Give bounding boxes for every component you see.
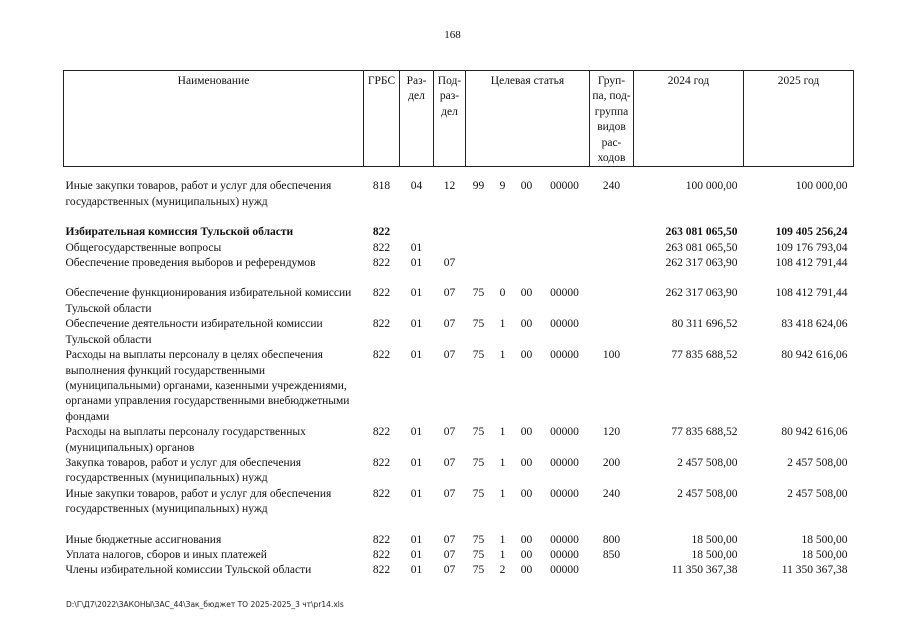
row-name: Иные закупки товаров, работ и услуг для обеспечения государственных (муниципальных) нужд: [65, 487, 332, 516]
row-target-2: [492, 225, 514, 240]
header-year1: 2024 год: [634, 71, 744, 167]
row-target-4: 00000: [550, 487, 579, 500]
budget-table: [63, 70, 854, 579]
row-year2: 100 000,00: [795, 180, 848, 193]
table-row: [64, 225, 854, 240]
row-target-1: 75: [472, 564, 485, 577]
row-razdel: [400, 225, 434, 240]
row-target-3: 00: [520, 548, 533, 561]
row-expense-type: [590, 241, 634, 256]
row-expense-type: 800: [602, 533, 621, 546]
row-year1: 100 000,00: [685, 180, 738, 193]
row-year2: 80 942 616,06: [781, 349, 848, 362]
row-target-2: 1: [499, 548, 506, 561]
table-row: [64, 456, 854, 487]
row-target-2: 1: [499, 318, 506, 331]
row-razdel: 01: [410, 349, 423, 362]
table-header-row: [64, 71, 854, 167]
row-target-2: 9: [499, 180, 506, 193]
row-expense-type: 240: [602, 487, 621, 500]
row-razdel: 01: [410, 287, 423, 300]
row-target-4: [540, 241, 590, 256]
table-row: [64, 286, 854, 317]
row-target-4: 00000: [550, 456, 579, 469]
row-target-1: 75: [472, 287, 485, 300]
row-name: Расходы на выплаты персоналу государственных (муниципальных) органов: [65, 426, 306, 454]
row-razdel: 04: [410, 180, 423, 193]
table-row: [64, 241, 854, 256]
row-grbs: 822: [372, 456, 391, 469]
row-year2: 109 405 256,24: [775, 226, 848, 239]
row-year2: 80 942 616,06: [781, 426, 848, 439]
row-expense-type: [590, 256, 634, 271]
table-row: [64, 487, 854, 518]
row-grbs: 822: [372, 564, 391, 577]
row-year2: 108 412 791,44: [775, 257, 848, 270]
row-podrazdel: 07: [443, 548, 456, 561]
row-year1: 263 081 065,50: [665, 241, 738, 254]
row-target-4: 00000: [550, 426, 579, 439]
table-row: [64, 563, 854, 578]
row-expense-type: 200: [602, 456, 621, 469]
row-razdel: 01: [410, 456, 423, 469]
row-podrazdel: 07: [443, 318, 456, 331]
table-row: [64, 256, 854, 271]
row-expense-type: [590, 563, 634, 578]
row-target-3: 00: [520, 533, 533, 546]
row-razdel: 01: [410, 487, 423, 500]
row-target-1: 75: [472, 349, 485, 362]
row-target-1: 75: [472, 426, 485, 439]
row-name: Закупка товаров, работ и услуг для обеспечения государственных (муниципальных) нужд: [65, 456, 302, 485]
row-year2: 109 176 793,04: [775, 241, 848, 254]
row-target-2: [492, 256, 514, 271]
row-year1: 262 317 063,90: [665, 287, 738, 300]
row-year1: 80 311 696,52: [671, 318, 738, 331]
row-expense-type: [590, 286, 634, 317]
row-target-1: 75: [472, 456, 485, 469]
row-target-2: 1: [499, 533, 506, 546]
row-name: Иные закупки товаров, работ и услуг для обеспечения государственных (муниципальных) нужд: [65, 180, 332, 208]
header-group: Груп-па, под-группа видов рас-ходов: [590, 71, 634, 167]
row-razdel: 01: [410, 533, 423, 546]
row-target-3: [514, 241, 540, 256]
row-razdel: 01: [410, 241, 423, 254]
row-target-1: 75: [472, 548, 485, 561]
row-target-3: 00: [520, 487, 533, 500]
row-target-4: 00000: [550, 180, 579, 193]
header-grbs: ГРБС: [364, 71, 400, 167]
row-grbs: 822: [372, 426, 391, 439]
row-target-4: 00000: [550, 349, 579, 362]
row-target-1: 75: [472, 318, 485, 331]
row-grbs: 822: [372, 226, 391, 239]
row-name: Расходы на выплаты персоналу в целях обеспечения выполнения функций государственными (муниципальными) органами, казенными учреждениями, органами управления государственными внебюджетными фондами: [65, 349, 350, 423]
row-target-3: [514, 256, 540, 271]
row-target-4: 00000: [550, 318, 579, 331]
row-grbs: 822: [372, 257, 391, 270]
row-target-3: 00: [520, 318, 533, 331]
row-grbs: 818: [372, 180, 391, 193]
row-grbs: 822: [372, 349, 391, 362]
row-target-1: [466, 256, 492, 271]
row-name: Обеспечение деятельности избирательной комиссии Тульской области: [65, 318, 323, 346]
table-row: [64, 548, 854, 563]
row-target-2: 2: [499, 564, 506, 577]
header-podrazdel: Под-раз-дел: [434, 71, 466, 167]
row-razdel: 01: [410, 564, 423, 577]
table-row: [64, 348, 854, 425]
row-year1: 11 350 367,38: [671, 564, 738, 577]
row-name: Члены избирательной комиссии Тульской области: [65, 564, 312, 577]
row-year1: 18 500,00: [691, 548, 738, 561]
row-podrazdel: [434, 241, 466, 256]
row-target-4: 00000: [550, 287, 579, 300]
row-year2: 18 500,00: [801, 533, 848, 546]
row-target-2: 1: [499, 487, 506, 500]
row-podrazdel: 07: [443, 456, 456, 469]
row-target-1: [466, 225, 492, 240]
table-row: [64, 179, 854, 210]
row-target-2: 0: [499, 287, 506, 300]
page-number: 168: [444, 29, 461, 41]
row-expense-type: 240: [602, 180, 621, 193]
row-year2: 83 418 624,06: [781, 318, 848, 331]
row-grbs: 822: [372, 487, 391, 500]
row-podrazdel: 07: [443, 564, 456, 577]
row-name: Избирательная комиссия Тульской области: [65, 226, 294, 239]
file-path-footer: D:\Г\Д7\2022\ЗАКОНЫ\ЗАС_44\Зак_бюджет ТО 2025-2025_3 чт\pr14.xls: [66, 600, 344, 609]
row-podrazdel: 07: [443, 487, 456, 500]
row-expense-type: 120: [602, 426, 621, 439]
row-year1: 262 317 063,90: [665, 257, 738, 270]
row-year1: 18 500,00: [691, 533, 738, 546]
row-razdel: 01: [410, 318, 423, 331]
row-grbs: 822: [372, 533, 391, 546]
table-row: [64, 425, 854, 456]
row-target-1: 75: [472, 487, 485, 500]
row-target-4: [540, 256, 590, 271]
row-target-3: 00: [520, 426, 533, 439]
header-year2: 2025 год: [744, 71, 854, 167]
row-expense-type: 100: [602, 349, 621, 362]
row-target-1: 75: [472, 533, 485, 546]
row-expense-type: [590, 317, 634, 348]
row-target-3: 00: [520, 456, 533, 469]
row-target-3: 00: [520, 287, 533, 300]
row-razdel: 01: [410, 426, 423, 439]
header-target: Целевая статья: [466, 71, 590, 167]
row-name: Иные бюджетные ассигнования: [65, 533, 222, 546]
row-razdel: 01: [410, 548, 423, 561]
row-target-2: [492, 241, 514, 256]
row-podrazdel: 07: [443, 349, 456, 362]
row-target-3: 00: [520, 180, 533, 193]
row-grbs: 822: [372, 241, 391, 254]
row-year2: 18 500,00: [801, 548, 848, 561]
row-target-2: 1: [499, 349, 506, 362]
table-body: [64, 167, 854, 579]
row-target-4: [540, 225, 590, 240]
row-target-1: [466, 241, 492, 256]
table-row: [64, 317, 854, 348]
row-year2: 108 412 791,44: [775, 287, 848, 300]
row-target-3: 00: [520, 349, 533, 362]
row-year2: 11 350 367,38: [781, 564, 848, 577]
row-podrazdel: [434, 225, 466, 240]
row-target-1: 99: [472, 180, 485, 193]
row-target-4: 00000: [550, 533, 579, 546]
row-target-3: 00: [520, 564, 533, 577]
row-expense-type: 850: [602, 548, 621, 561]
row-year1: 263 081 065,50: [665, 226, 738, 239]
row-razdel: 01: [410, 257, 423, 270]
row-name: Общегосударственные вопросы: [65, 241, 222, 254]
row-name: Уплата налогов, сборов и иных платежей: [65, 548, 267, 561]
row-year1: 77 835 688,52: [671, 426, 738, 439]
row-year1: 77 835 688,52: [671, 349, 738, 362]
row-podrazdel: 07: [443, 533, 456, 546]
row-target-2: 1: [499, 456, 506, 469]
row-target-4: 00000: [550, 548, 579, 561]
row-target-2: 1: [499, 426, 506, 439]
row-podrazdel: 12: [443, 180, 456, 193]
row-expense-type: [590, 225, 634, 240]
row-grbs: 822: [372, 287, 391, 300]
header-razdel: Раз-дел: [400, 71, 434, 167]
row-target-3: [514, 225, 540, 240]
row-target-4: 00000: [550, 564, 579, 577]
row-year2: 2 457 508,00: [787, 487, 848, 500]
row-podrazdel: 07: [443, 257, 456, 270]
row-name: Обеспечение проведения выборов и референдумов: [65, 257, 316, 270]
row-year1: 2 457 508,00: [677, 487, 738, 500]
header-name: Наименование: [64, 71, 364, 167]
row-podrazdel: 07: [443, 426, 456, 439]
row-podrazdel: 07: [443, 287, 456, 300]
table-row: [64, 533, 854, 548]
row-grbs: 822: [372, 548, 391, 561]
row-year1: 2 457 508,00: [677, 456, 738, 469]
row-name: Обеспечение функционирования избирательной комиссии Тульской области: [65, 287, 352, 315]
row-year2: 2 457 508,00: [787, 456, 848, 469]
row-grbs: 822: [372, 318, 391, 331]
